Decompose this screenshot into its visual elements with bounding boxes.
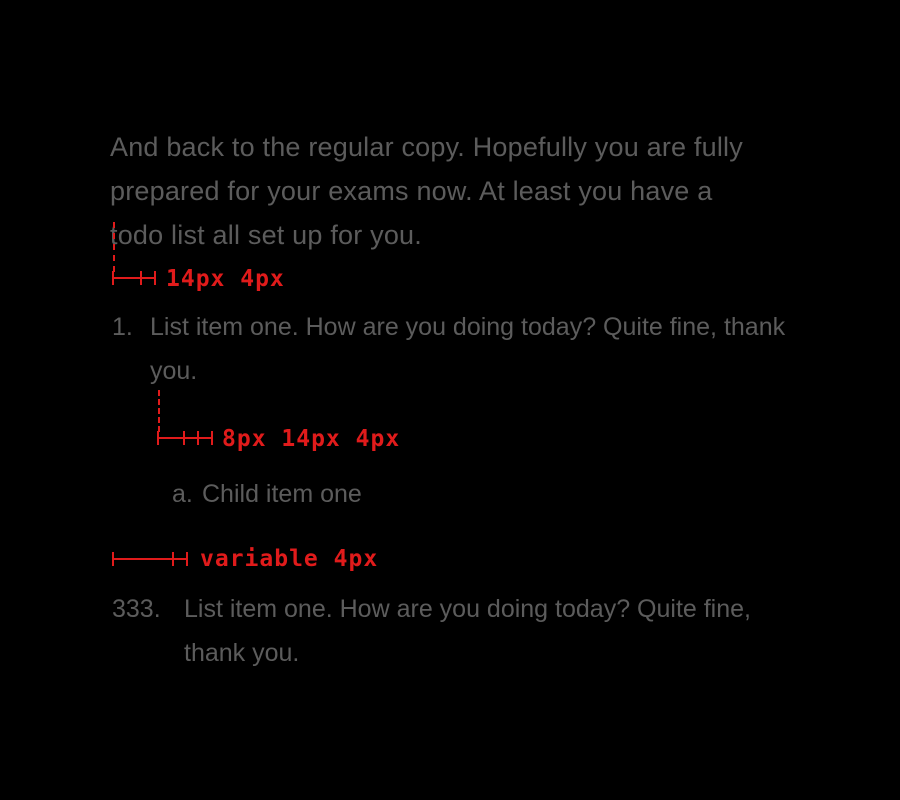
list-marker: 1. (112, 313, 133, 341)
ruler-tick (112, 271, 114, 285)
annotation-guide-line-2 (158, 390, 160, 432)
ruler-tick (197, 431, 199, 445)
ruler-tick (140, 271, 142, 285)
annotation-ruler-2 (157, 431, 213, 445)
ruler-tick (172, 552, 174, 566)
annotation-label-3: variable 4px (200, 546, 379, 572)
ruler-bar (157, 437, 213, 439)
body-paragraph: And back to the regular copy. Hopefully you are fully prepared for your exams now. At least you have a todo list all set up for you. (110, 132, 743, 250)
ruler-bar (112, 558, 188, 560)
list-item-text: List item one. How are you doing today? Quite fine, thank you. (150, 313, 786, 385)
ruler-tick (112, 552, 114, 566)
ruler-bar (112, 277, 156, 279)
annotation-label-2: 8px 14px 4px (222, 426, 401, 452)
ruler-tick (154, 271, 156, 285)
ruler-tick (183, 431, 185, 445)
ruler-tick (211, 431, 213, 445)
annotation-ruler-3 (112, 552, 188, 566)
annotation-guide-line-1 (113, 222, 115, 272)
wide-list-item (112, 587, 792, 675)
annotation-ruler-1 (112, 271, 156, 285)
annotation-label-1: 14px 4px (166, 266, 285, 292)
wide-list-marker: 333. (112, 595, 161, 623)
ruler-tick (157, 431, 159, 445)
child-list-item (172, 474, 362, 514)
ruler-tick (186, 552, 188, 566)
child-list-item-text: Child item one (202, 480, 362, 508)
wide-list-item-text: List item one. How are you doing today? Quite fine, thank you. (184, 595, 751, 667)
list-item (112, 305, 792, 393)
child-list-marker: a. (172, 480, 193, 508)
